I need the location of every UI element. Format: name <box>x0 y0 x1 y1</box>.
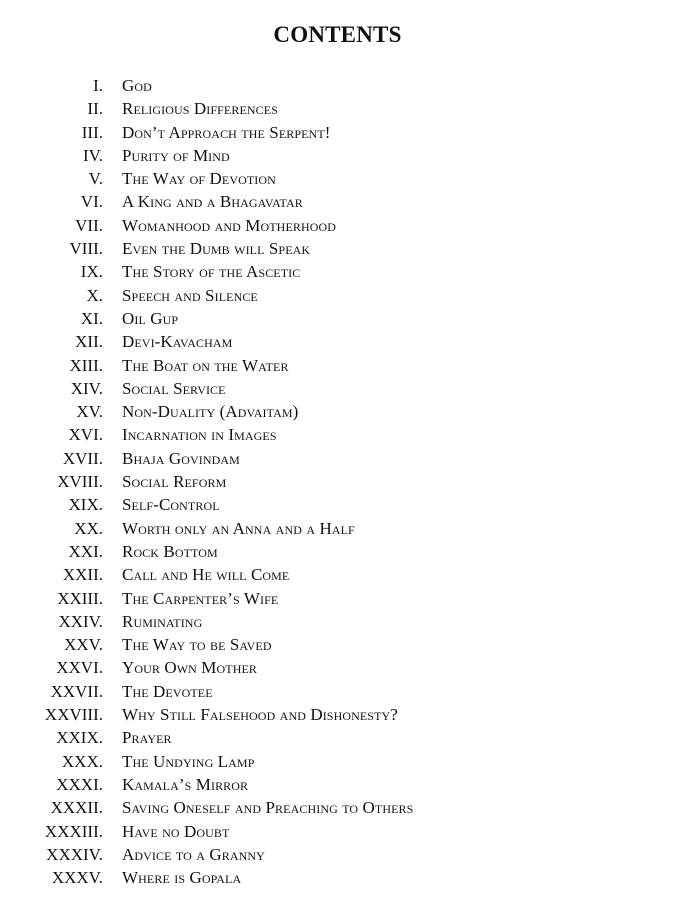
toc-entry <box>0 260 675 283</box>
chapter-title: A King and a Bhagavatar <box>122 192 303 212</box>
chapter-number: I. <box>93 76 103 95</box>
toc-entry <box>0 726 675 749</box>
chapter-number: V. <box>88 169 103 189</box>
chapter-number: XVII. <box>62 448 103 468</box>
toc-entry <box>0 121 675 144</box>
chapter-number: VI. <box>80 192 103 212</box>
table-of-contents <box>0 74 675 889</box>
toc-entry <box>0 820 675 843</box>
toc-entry <box>0 470 675 493</box>
toc-entry <box>0 167 675 190</box>
chapter-number: III. <box>81 122 103 142</box>
chapter-title: God <box>122 76 152 95</box>
toc-entry <box>0 400 675 423</box>
chapter-title: The Way of Devotion <box>122 169 276 189</box>
chapter-title: Ruminating <box>122 611 203 631</box>
chapter-title: The Way to be Saved <box>122 635 272 655</box>
toc-entry <box>0 493 675 516</box>
chapter-number: IX. <box>80 262 103 282</box>
toc-entry <box>0 307 675 330</box>
chapter-number: XV. <box>76 402 103 422</box>
chapter-title: Have no Doubt <box>122 821 230 841</box>
chapter-number: XXV. <box>64 635 103 655</box>
chapter-title: Social Reform <box>122 472 227 492</box>
chapter-number: XII. <box>75 332 103 352</box>
chapter-number: XXVIII. <box>44 705 103 725</box>
toc-entry <box>0 284 675 307</box>
toc-entry <box>0 237 675 260</box>
toc-entry <box>0 703 675 726</box>
toc-entry <box>0 330 675 353</box>
chapter-number: XXVII. <box>50 681 103 701</box>
chapter-number: X. <box>86 285 103 305</box>
chapter-title: Bhaja Govindam <box>122 448 240 468</box>
chapter-title: Speech and Silence <box>122 285 258 305</box>
chapter-title: The Boat on the Water <box>122 355 289 375</box>
chapter-title: Call and He will Come <box>122 565 290 585</box>
chapter-number: XXX. <box>61 751 103 771</box>
toc-entry <box>0 563 675 586</box>
chapter-number: XXXI. <box>56 774 103 794</box>
chapter-number: XIII. <box>69 355 103 375</box>
chapter-number: XXIV. <box>58 611 103 631</box>
toc-entry <box>0 610 675 633</box>
toc-entry <box>0 190 675 213</box>
toc-entry <box>0 750 675 773</box>
chapter-title: Non-Duality (Advaitam) <box>122 402 299 422</box>
chapter-number: XXII. <box>62 565 103 585</box>
chapter-title: Your Own Mother <box>122 658 257 678</box>
chapter-number: XXXII. <box>50 798 103 818</box>
chapter-title: Devi-Kavacham <box>122 332 233 352</box>
chapter-title: Rock Bottom <box>122 541 218 561</box>
chapter-title: Why Still Falsehood and Dishonesty? <box>122 705 398 725</box>
toc-entry <box>0 354 675 377</box>
chapter-number: XI. <box>80 308 103 328</box>
toc-entry <box>0 773 675 796</box>
chapter-number: XXXV. <box>51 868 103 888</box>
toc-entry <box>0 144 675 167</box>
chapter-title: Prayer <box>122 728 172 748</box>
toc-entry <box>0 796 675 819</box>
toc-entry <box>0 680 675 703</box>
chapter-title: Womanhood and Motherhood <box>122 215 337 235</box>
chapter-number: IV. <box>83 145 103 165</box>
chapter-title: Social Service <box>122 378 226 398</box>
chapter-number: XXVI. <box>56 658 103 678</box>
chapter-number: XXIII. <box>57 588 103 608</box>
toc-entry <box>0 517 675 540</box>
chapter-title: The Undying Lamp <box>122 751 255 771</box>
chapter-title: The Devotee <box>122 681 213 701</box>
chapter-number: XXIX. <box>56 728 103 748</box>
chapter-number: XXXIV. <box>46 844 103 864</box>
chapter-number: VII. <box>75 215 103 235</box>
toc-entry <box>0 656 675 679</box>
chapter-title: Self-Control <box>122 495 220 515</box>
chapter-title: Incarnation in Images <box>122 425 277 445</box>
toc-entry <box>0 843 675 866</box>
chapter-number: XVI. <box>68 425 103 445</box>
toc-entry <box>0 540 675 563</box>
chapter-title: The Story of the Ascetic <box>122 262 301 282</box>
chapter-title: Purity of Mind <box>122 145 230 165</box>
chapter-number: XX. <box>74 518 103 538</box>
toc-entry <box>0 74 675 97</box>
toc-entry <box>0 633 675 656</box>
chapter-title: Worth only an Anna and a Half <box>122 518 355 538</box>
chapter-title: Kamala’s Mirror <box>122 774 249 794</box>
chapter-title: Even the Dumb will Speak <box>122 239 311 259</box>
chapter-number: XXXIII. <box>44 821 103 841</box>
page-title: CONTENTS <box>273 22 402 47</box>
chapter-number: XIX. <box>68 495 103 515</box>
chapter-title: Saving Oneself and Preaching to Others <box>122 798 414 818</box>
chapter-number: II. <box>87 99 103 119</box>
chapter-title: The Carpenter’s Wife <box>122 588 279 608</box>
toc-entry <box>0 423 675 446</box>
chapter-number: VIII. <box>69 239 103 259</box>
toc-entry <box>0 447 675 470</box>
toc-entry <box>0 377 675 400</box>
chapter-title: Religious Differences <box>122 99 278 119</box>
toc-entry <box>0 97 675 120</box>
chapter-title: Advice to a Granny <box>122 844 265 864</box>
toc-entry <box>0 587 675 610</box>
chapter-title: Oil Gup <box>122 308 179 328</box>
toc-entry <box>0 214 675 237</box>
chapter-number: XIV. <box>70 378 103 398</box>
chapter-title: Where is Gopala <box>122 868 242 888</box>
chapter-title: Don’t Approach the Serpent! <box>122 122 331 142</box>
chapter-number: XVIII. <box>57 472 103 492</box>
toc-entry <box>0 866 675 889</box>
chapter-number: XXI. <box>68 541 103 561</box>
